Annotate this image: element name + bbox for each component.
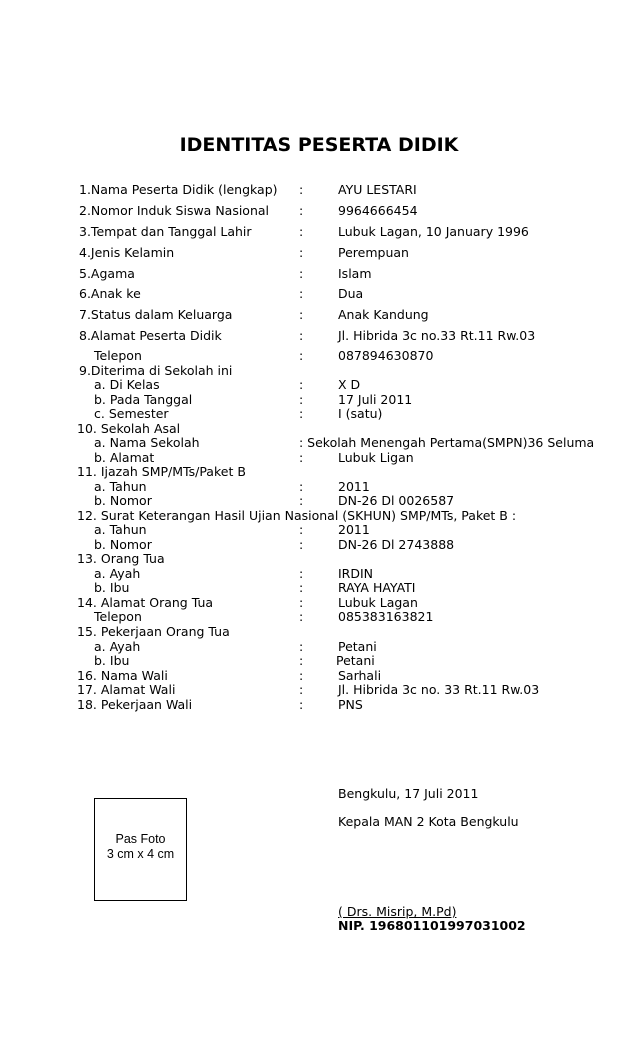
field-colon: : bbox=[299, 348, 304, 363]
field-value: I (satu) bbox=[338, 406, 383, 421]
field-colon: : bbox=[299, 493, 304, 508]
field-value: 17 Juli 2011 bbox=[338, 392, 413, 407]
field-label: a. Tahun bbox=[94, 522, 147, 537]
field-value: Sarhali bbox=[338, 668, 382, 683]
field-colon: : bbox=[299, 609, 304, 624]
field-label: 4.Jenis Kelamin bbox=[79, 245, 175, 260]
field-label: Telepon bbox=[94, 609, 142, 624]
field-label: 15. Pekerjaan Orang Tua bbox=[77, 624, 230, 639]
field-colon: : bbox=[299, 392, 304, 407]
field-value: Islam bbox=[338, 266, 372, 281]
field-value: IRDIN bbox=[338, 566, 374, 581]
field-value: PNS bbox=[338, 697, 363, 712]
field-label: 2.Nomor Induk Siswa Nasional bbox=[79, 203, 270, 218]
field-value: 9964666454 bbox=[338, 203, 418, 218]
field-value: Perempuan bbox=[338, 245, 409, 260]
field-value: X D bbox=[338, 377, 361, 392]
field-value: DN-26 Dl 2743888 bbox=[338, 537, 455, 552]
field-label: a. Nama Sekolah bbox=[94, 435, 200, 450]
field-label: a. Di Kelas bbox=[94, 377, 160, 392]
field-label: 14. Alamat Orang Tua bbox=[77, 595, 214, 610]
field-value: 2011 bbox=[338, 479, 370, 494]
field-colon: : bbox=[299, 668, 304, 683]
field-colon: : bbox=[299, 328, 304, 343]
field-value: Petani bbox=[338, 639, 377, 654]
field-label: 5.Agama bbox=[79, 266, 135, 281]
field-label: 18. Pekerjaan Wali bbox=[77, 697, 193, 712]
field-colon: : bbox=[299, 224, 304, 239]
field-label: b. Alamat bbox=[94, 450, 155, 465]
signature-nip: NIP. 196801101997031002 bbox=[338, 918, 526, 933]
field-label: 1.Nama Peserta Didik (lengkap) bbox=[79, 182, 278, 197]
photo-label: Pas Foto bbox=[115, 832, 166, 846]
signature-position: Kepala MAN 2 Kota Bengkulu bbox=[338, 814, 519, 829]
field-label: c. Semester bbox=[94, 406, 169, 421]
field-value: 087894630870 bbox=[338, 348, 434, 363]
signature-name: ( Drs. Misrip, M.Pd) bbox=[338, 904, 457, 919]
field-label: 7.Status dalam Keluarga bbox=[79, 307, 233, 322]
field-colon: : bbox=[299, 266, 304, 281]
field-colon: : bbox=[299, 450, 304, 465]
field-value: Lubuk Lagan, 10 January 1996 bbox=[338, 224, 529, 239]
field-label: 17. Alamat Wali bbox=[77, 682, 176, 697]
field-colon: : bbox=[299, 203, 304, 218]
field-value: RAYA HAYATI bbox=[338, 580, 416, 595]
field-value: : Sekolah Menengah Pertama(SMPN)36 Seluma bbox=[299, 435, 595, 450]
field-label: Telepon bbox=[94, 348, 142, 363]
field-colon: : bbox=[299, 580, 304, 595]
field-value: Jl. Hibrida 3c no.33 Rt.11 Rw.03 bbox=[338, 328, 536, 343]
field-value: Lubuk Ligan bbox=[338, 450, 414, 465]
field-label: 10. Sekolah Asal bbox=[77, 421, 181, 436]
field-label: a. Tahun bbox=[94, 479, 147, 494]
field-value: 2011 bbox=[338, 522, 370, 537]
field-label: b. Nomor bbox=[94, 537, 152, 552]
field-label: 12. Surat Keterangan Hasil Ujian Nasional (SKHUN) SMP/MTs, Paket B : bbox=[77, 508, 517, 523]
field-colon: : bbox=[299, 653, 304, 668]
photo-size-label: 3 cm x 4 cm bbox=[106, 847, 175, 861]
signature-place-date: Bengkulu, 17 Juli 2011 bbox=[338, 786, 479, 801]
field-colon: : bbox=[299, 307, 304, 322]
field-label: b. Nomor bbox=[94, 493, 152, 508]
field-colon: : bbox=[299, 182, 304, 197]
field-label: 8.Alamat Peserta Didik bbox=[79, 328, 222, 343]
field-value: Petani bbox=[336, 653, 375, 668]
field-colon: : bbox=[299, 522, 304, 537]
field-colon: : bbox=[299, 682, 304, 697]
field-colon: : bbox=[299, 595, 304, 610]
field-colon: : bbox=[299, 406, 304, 421]
field-label: 13. Orang Tua bbox=[77, 551, 165, 566]
photo-placeholder-box bbox=[94, 798, 187, 901]
field-colon: : bbox=[299, 377, 304, 392]
field-value: 085383163821 bbox=[338, 609, 434, 624]
field-value: Dua bbox=[338, 286, 364, 301]
field-value: Lubuk Lagan bbox=[338, 595, 418, 610]
field-label: b. Ibu bbox=[94, 580, 130, 595]
field-value: AYU LESTARI bbox=[338, 182, 417, 197]
field-label: a. Ayah bbox=[94, 566, 141, 581]
field-label: 11. Ijazah SMP/MTs/Paket B bbox=[77, 464, 246, 479]
field-colon: : bbox=[299, 537, 304, 552]
field-label: 16. Nama Wali bbox=[77, 668, 168, 683]
field-colon: : bbox=[299, 245, 304, 260]
field-colon: : bbox=[299, 479, 304, 494]
field-value: Anak Kandung bbox=[338, 307, 429, 322]
field-label: b. Ibu bbox=[94, 653, 130, 668]
field-label: b. Pada Tanggal bbox=[94, 392, 193, 407]
field-value: Jl. Hibrida 3c no. 33 Rt.11 Rw.03 bbox=[338, 682, 540, 697]
field-colon: : bbox=[299, 697, 304, 712]
field-value: DN-26 Dl 0026587 bbox=[338, 493, 455, 508]
field-label: 6.Anak ke bbox=[79, 286, 141, 301]
field-colon: : bbox=[299, 566, 304, 581]
field-label: 3.Tempat dan Tanggal Lahir bbox=[79, 224, 252, 239]
field-label: 9.Diterima di Sekolah ini bbox=[79, 363, 233, 378]
field-label: a. Ayah bbox=[94, 639, 141, 654]
document-title: IDENTITAS PESERTA DIDIK bbox=[179, 134, 459, 156]
field-colon: : bbox=[299, 286, 304, 301]
field-colon: : bbox=[299, 639, 304, 654]
